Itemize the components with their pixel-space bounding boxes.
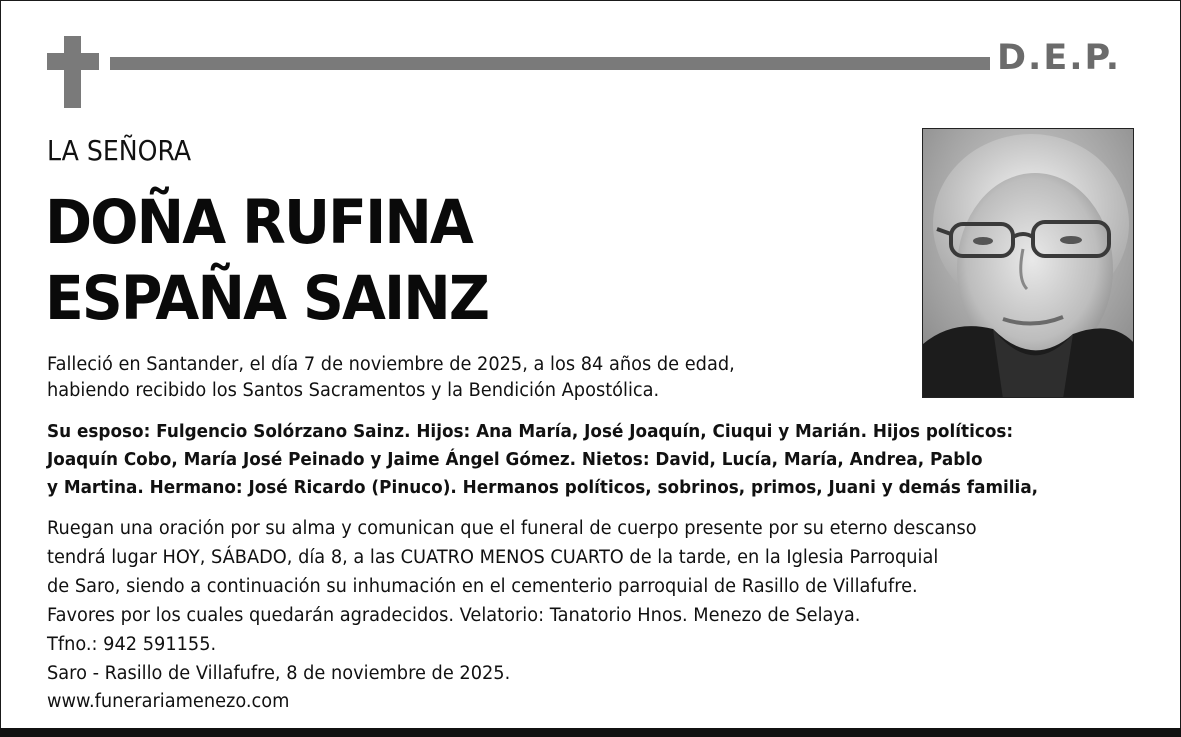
bottom-rule bbox=[0, 728, 1181, 737]
funeral-line: de Saro, siendo a continuación su inhumación en el cementerio parroquial de Rasillo de Villafufre. bbox=[47, 576, 918, 597]
family-paragraph bbox=[47, 418, 1038, 502]
deceased-name-line-1: DOÑA RUFINA bbox=[45, 187, 472, 258]
death-line: habiendo recibido los Santos Sacramentos y la Bendición Apostólica. bbox=[47, 380, 660, 401]
funeral-paragraph bbox=[47, 514, 977, 659]
funeral-line: tendrá lugar HOY, SÁBADO, día 8, a las CUATRO MENOS CUARTO de la tarde, en la Iglesia Parroquial bbox=[47, 547, 939, 568]
family-line: Su esposo: Fulgencio Solórzano Sainz. Hijos: Ana María, José Joaquín, Ciuqui y Marián. Hijos políticos: bbox=[47, 421, 1014, 442]
dep-label: D.E.P. bbox=[997, 38, 1122, 78]
death-paragraph bbox=[47, 352, 735, 404]
funeral-line: Favores por los cuales quedarán agradecidos. Velatorio: Tanatorio Hnos. Menezo de Selaya. bbox=[47, 605, 861, 626]
closing-block bbox=[47, 660, 510, 716]
header-rule bbox=[110, 57, 990, 70]
funeral-line: Ruegan una oración por su alma y comunican que el funeral de cuerpo presente por su eterno descanso bbox=[47, 518, 977, 539]
portrait-photo bbox=[922, 128, 1134, 398]
deceased-name-line-2: ESPAÑA SAINZ bbox=[45, 263, 489, 334]
website-link[interactable]: www.funerariamenezo.com bbox=[47, 691, 290, 712]
honorific: LA SEÑORA bbox=[47, 134, 192, 167]
family-line: y Martina. Hermano: José Ricardo (Pinuco). Hermanos políticos, sobrinos, primos, Juani y demás familia, bbox=[47, 477, 1039, 498]
death-line: Falleció en Santander, el día 7 de noviembre de 2025, a los 84 años de edad, bbox=[47, 354, 735, 375]
place-date: Saro - Rasillo de Villafufre, 8 de noviembre de 2025. bbox=[47, 663, 511, 684]
phone-line: Tfno.: 942 591155. bbox=[47, 634, 217, 655]
family-line: Joaquín Cobo, María José Peinado y Jaime Ángel Gómez. Nietos: David, Lucía, María, Andrea, Pablo bbox=[47, 449, 983, 470]
